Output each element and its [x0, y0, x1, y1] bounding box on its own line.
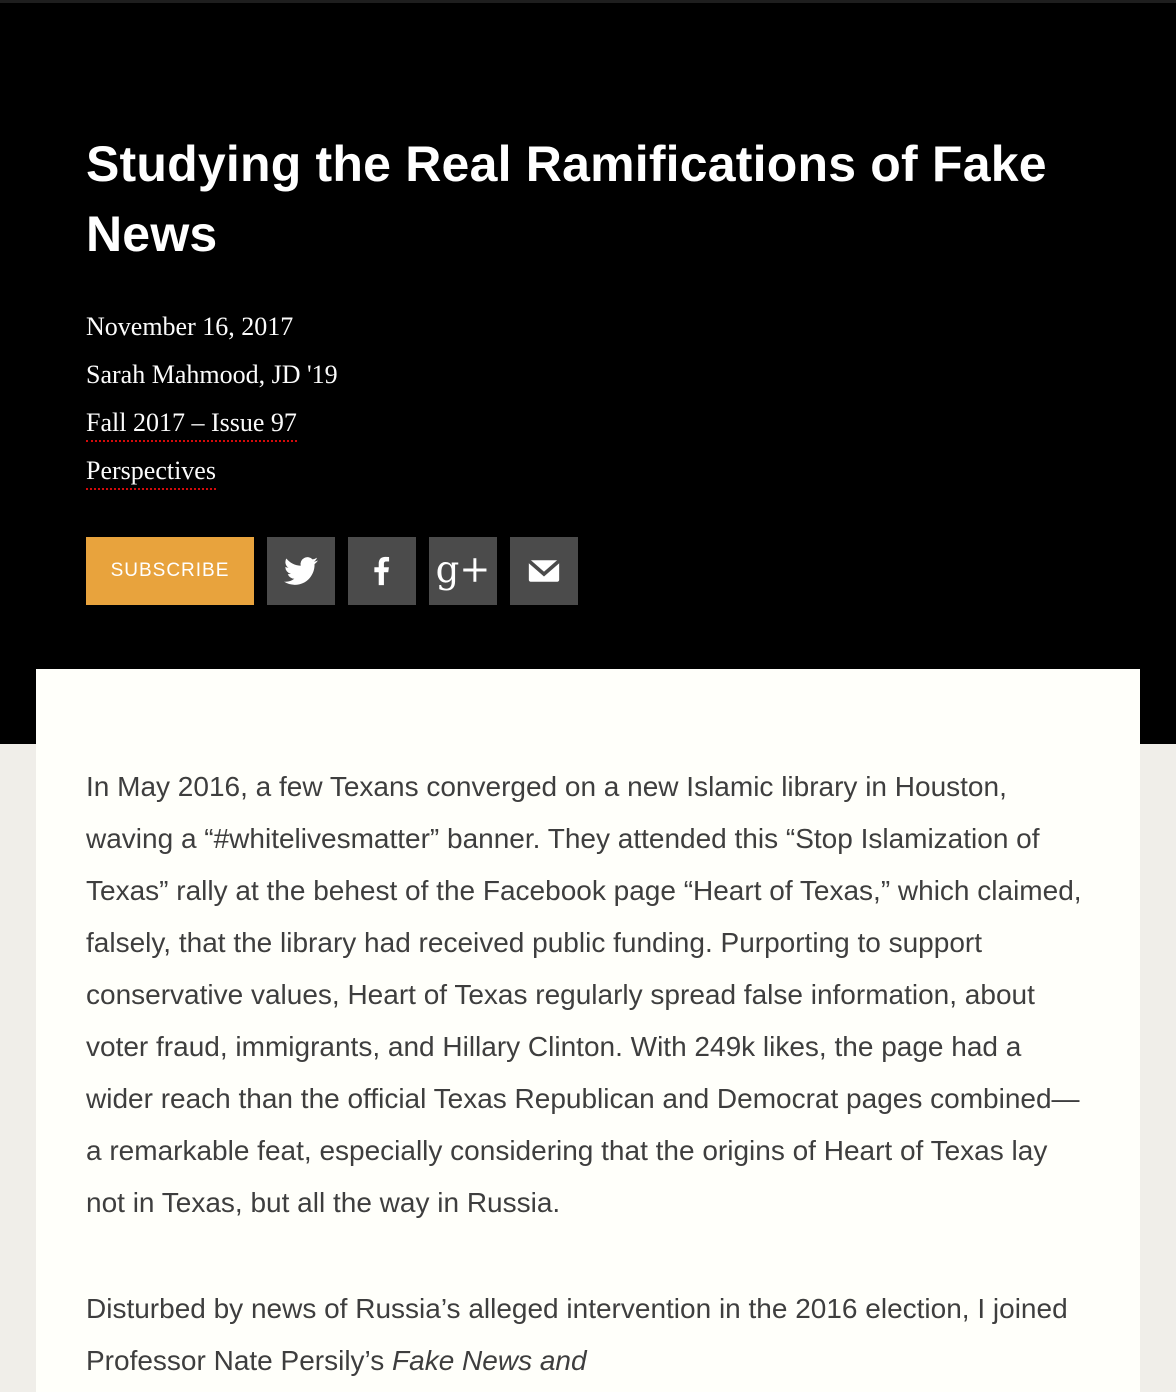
article-meta: [86, 303, 1140, 495]
article-paragraph-2: [86, 1283, 1088, 1387]
article-paragraph-2-lead: Disturbed by news of Russia’s alleged intervention in the 2016 election, I joined Professor Nate Persily’s: [86, 1293, 1068, 1376]
share-google-plus-button[interactable]: [429, 537, 497, 605]
category-link-perspectives[interactable]: Perspectives: [86, 454, 216, 490]
article-body-card: [36, 669, 1140, 1392]
author-byline: Sarah Mahmood, JD '19: [86, 360, 338, 389]
article-header: [0, 3, 1176, 744]
share-twitter-button[interactable]: [267, 537, 335, 605]
article-paragraph-2-italic-title: Fake News and: [392, 1345, 587, 1376]
twitter-icon: [284, 554, 318, 588]
email-icon: [527, 554, 561, 588]
subscribe-button[interactable]: SUBSCRIBE: [86, 537, 254, 605]
share-toolbar: [86, 537, 1140, 605]
share-facebook-button[interactable]: [348, 537, 416, 605]
article-paragraph-1: In May 2016, a few Texans converged on a new Islamic library in Houston, waving a “#whitelivesmatter” banner. They attended this “Stop Islamization of Texas” rally at the behest of the Facebook page “Heart of Texas,” which claimed, falsely, that the library had received public funding. Purporting to support conservative values, Heart of Texas regularly spread false information, about voter fraud, immigrants, and Hillary Clinton. With 249k likes, the page had a wider reach than the official Texas Republican and Democrat pages combined—a remarkable feat, especially considering that the origins of Heart of Texas lay not in Texas, but all the way in Russia.: [86, 771, 1082, 1218]
facebook-icon: [365, 554, 399, 588]
google-plus-icon: g+: [435, 547, 491, 591]
share-email-button[interactable]: [510, 537, 578, 605]
issue-link[interactable]: Fall 2017 – Issue 97: [86, 406, 297, 442]
publish-date: November 16, 2017: [86, 312, 294, 341]
page-title: Studying the Real Ramifications of Fake News: [86, 136, 1047, 262]
